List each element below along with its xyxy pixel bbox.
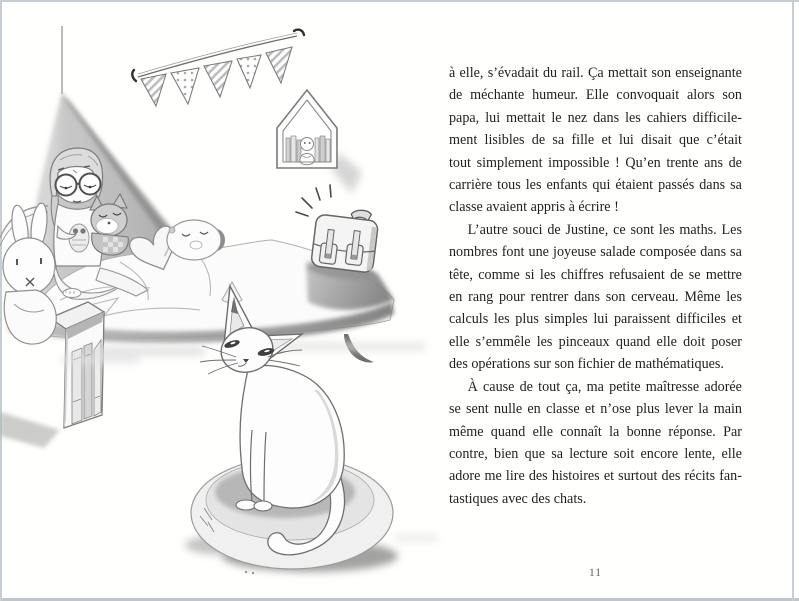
text-line: nombres font une joyeuse salade composée dans sa bbox=[449, 243, 742, 261]
text-line: en rang pour rentrer dans son cerveau. Même les bbox=[449, 288, 742, 306]
text-line: tastiques avec des chats. bbox=[449, 489, 587, 507]
text-line: papa, lui mettait le nez dans les cahiers difficile- bbox=[449, 108, 742, 126]
text-line: même quand elle connaît la bonne réponse. Par bbox=[449, 422, 742, 440]
text-line: se sent nulle en classe et n’ose plus lever la main bbox=[449, 400, 742, 418]
text-line: carrière tous les enfants qui étaient passés dans sa bbox=[449, 176, 742, 194]
paragraph bbox=[449, 376, 742, 510]
garland-hook-left bbox=[132, 70, 136, 81]
school-satchel bbox=[307, 204, 383, 282]
text-line: classe avaient appris à écrire ! bbox=[449, 198, 619, 216]
bunting-garland bbox=[132, 30, 304, 106]
text-line: adore me lire des histoires et surtout des récits fan- bbox=[449, 467, 742, 485]
text-line: À cause de tout ça, ma petite maîtresse adorée bbox=[467, 377, 742, 395]
text-line: elle s’emmêle les pinceaux quand elle doit poser bbox=[449, 332, 742, 350]
pennant-flags bbox=[141, 47, 292, 106]
text-line: L’autre souci de Justine, ce sont les maths. Les bbox=[467, 220, 742, 238]
house-shelf bbox=[277, 90, 362, 194]
paragraph bbox=[449, 219, 742, 376]
page-frame-right bbox=[792, 0, 794, 601]
page-number: 11 bbox=[588, 567, 603, 579]
text-line: des opérations sur son fichier de mathématiques. bbox=[449, 355, 724, 373]
text-line: contre, bien que sa lecture soit encore lente, elle bbox=[449, 444, 742, 462]
text-line: à elle, s’évadait du rail. Ça mettait son enseignante bbox=[449, 64, 742, 81]
text-line: tout simplement impossible ! Qu’en trente ans de bbox=[449, 153, 742, 171]
text-line: de méchante humeur. Elle convoquait alors son bbox=[449, 86, 742, 104]
text-line: calculs les plus simples lui paraissent difficiles et bbox=[449, 310, 742, 328]
paragraph bbox=[449, 62, 742, 219]
garland-hook-right bbox=[294, 30, 304, 35]
story-text bbox=[449, 62, 742, 510]
text-line: ment lisibles de sa fille et lui disait que c’était bbox=[449, 131, 742, 149]
text-line: tête, comme si les chiffres refusaient de se mettre bbox=[449, 265, 742, 283]
sparkle-lines bbox=[296, 185, 331, 216]
